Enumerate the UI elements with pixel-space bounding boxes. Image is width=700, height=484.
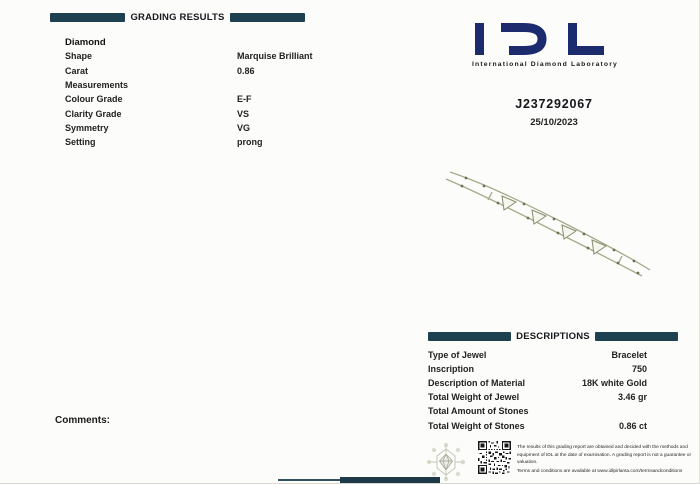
spec-row xyxy=(65,49,365,63)
spec-row xyxy=(65,92,365,106)
desc-row xyxy=(428,348,647,362)
spec-value: 0.86 xyxy=(237,65,255,76)
certificate-number: J237292067 xyxy=(515,97,593,111)
desc-value: 3.46 gr xyxy=(617,392,647,403)
idl-logo xyxy=(473,20,613,58)
comments-label: Comments: xyxy=(55,415,111,426)
desc-label: Total Weight of Jewel xyxy=(428,392,520,403)
spec-value: Marquise Brilliant xyxy=(237,51,313,62)
bracelet-photo xyxy=(436,152,664,280)
report-date: 25/10/2023 xyxy=(530,117,578,128)
spec-label: Shape xyxy=(65,51,93,62)
spec-label: Setting xyxy=(65,137,96,148)
spec-value: VG xyxy=(237,122,251,133)
desc-value: 750 xyxy=(631,364,647,375)
desc-row xyxy=(428,362,647,376)
header-bar-left xyxy=(50,13,125,22)
disclaimer-paragraph: The results of this grading report are obtained and decided with the methods and equipment of IDL at the date of examination. A grading report is not a guarantee or valuation. xyxy=(517,445,692,466)
spec-row xyxy=(65,64,365,78)
spec-label: Diamond xyxy=(65,36,106,48)
desc-row xyxy=(428,418,647,432)
desc-row xyxy=(428,376,647,390)
spec-label: Clarity Grade xyxy=(65,108,122,119)
spec-value: E-F xyxy=(237,94,252,105)
header-bar-right xyxy=(595,332,678,341)
desc-label: Total Amount of Stones xyxy=(428,406,529,417)
lab-name: International Diamond Laboratory xyxy=(472,61,618,68)
header-bar-left xyxy=(428,332,511,341)
desc-row xyxy=(428,390,647,404)
header-bar-right xyxy=(230,13,305,22)
desc-row xyxy=(428,404,647,418)
spec-label: Measurements xyxy=(65,80,129,91)
descriptions-title: DESCRIPTIONS xyxy=(516,331,590,342)
spec-row xyxy=(65,121,365,135)
desc-value: 18K white Gold xyxy=(581,378,647,389)
spec-row xyxy=(65,106,365,120)
grading-results-header xyxy=(50,12,305,23)
footer-line xyxy=(278,479,342,481)
qr-code xyxy=(478,441,511,474)
desc-label: Total Weight of Stones xyxy=(428,420,525,431)
grading-table xyxy=(65,35,365,149)
spec-value: VS xyxy=(237,108,250,119)
spec-row xyxy=(65,135,365,149)
spec-value: prong xyxy=(237,137,263,148)
grading-results-title: GRADING RESULTS xyxy=(130,12,225,23)
spec-label: Carat xyxy=(65,65,89,76)
desc-label: Type of Jewel xyxy=(428,350,487,361)
desc-value: Bracelet xyxy=(611,350,647,361)
disclaimer-text xyxy=(517,444,697,475)
desc-label: Description of Material xyxy=(428,378,526,389)
descriptions-table xyxy=(428,348,647,433)
desc-value: 0.86 ct xyxy=(618,420,647,431)
spec-row xyxy=(65,35,365,49)
disclaimer-terms: Terms and conditions are available at www.idlpirlanta.com/termsandconditions xyxy=(517,468,683,474)
spec-label: Symmetry xyxy=(65,122,109,133)
descriptions-header xyxy=(428,331,678,342)
footer-bar xyxy=(340,477,440,484)
desc-label: Inscription xyxy=(428,364,475,375)
spec-row xyxy=(65,78,365,92)
spec-label: Colour Grade xyxy=(65,94,123,105)
